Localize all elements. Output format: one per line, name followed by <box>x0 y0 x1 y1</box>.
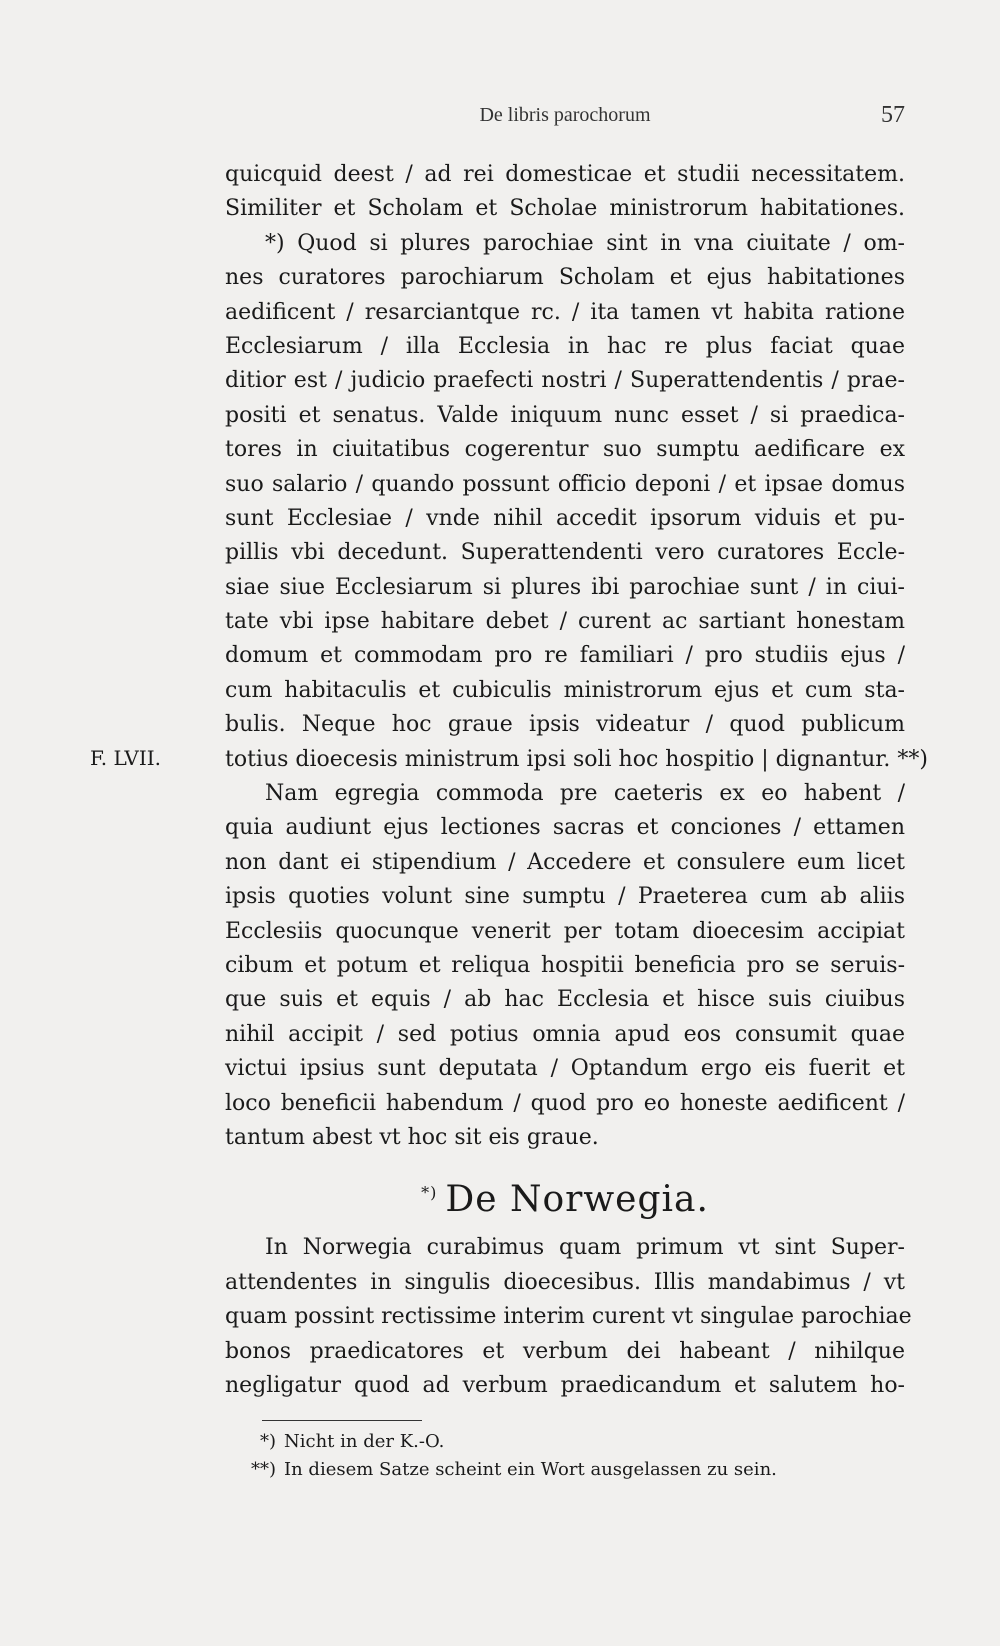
section-title: De Norwegia. <box>445 1179 709 1221</box>
text-line: bonos praedicatores et verbum dei habeant / nihilque <box>225 1338 905 1364</box>
page-header <box>225 104 905 134</box>
text-line: totius dioecesis ministrum ipsi soli hoc hospitio | dignantur. **) <box>225 746 928 772</box>
text-line: victui ipsius sunt deputata / Optandum ergo eis fuerit et <box>225 1056 905 1082</box>
text-line: ditior est / judicio praefecti nostri / Superattendentis / prae- <box>225 368 905 394</box>
text-line: tores in ciuitatibus cogerentur suo sumptu aedificare ex <box>225 437 905 463</box>
text-line: domum et commodam pro re familiari / pro studiis ejus / <box>225 643 905 669</box>
text-line: negligatur quod ad verbum praedicandum et salutem ho- <box>225 1372 905 1398</box>
text-line: Ecclesiarum / illa Ecclesia in hac re plus faciat quae <box>225 333 905 359</box>
text-line: pillis vbi decedunt. Superattendenti vero curatores Eccle- <box>225 540 905 566</box>
text-line: quicquid deest / ad rei domesticae et studii necessitatem. <box>225 162 905 187</box>
text-line: que suis et equis / ab hac Ecclesia et hisce suis ciuibus <box>225 987 905 1013</box>
footnote-mark: *) <box>259 1431 276 1452</box>
footnote <box>230 1456 850 1484</box>
text-line: attendentes in singulis dioecesibus. Illis mandabimus / vt <box>225 1269 905 1295</box>
footnote-text: Nicht in der K.-O. <box>284 1431 445 1452</box>
running-title: De libris parochorum <box>479 104 651 126</box>
text-line: bulis. Neque hoc graue ipsis videatur / quod publicum <box>225 712 905 738</box>
text-line: cibum et potum et reliqua hospitii beneficia pro se seruis- <box>225 952 905 978</box>
text-line: nihil accipit / sed potius omnia apud eos consumit quae <box>225 1021 905 1047</box>
footnotes <box>230 1428 850 1484</box>
text-line: sunt Ecclesiae / vnde nihil accedit ipsorum viduis et pu- <box>225 505 905 531</box>
text-line: Nam egregia commoda pre caeteris ex eo habent / <box>265 781 905 807</box>
text-line: ipsis quoties volunt sine sumptu / Praeterea cum ab aliis <box>225 884 905 910</box>
text-line: non dant ei stipendium / Accedere et consulere eum licet <box>225 849 905 875</box>
text-line: aedificent / resarciantque rc. / ita tamen vt habita ratione <box>225 299 905 325</box>
margin-note: F. LVII. <box>90 746 161 770</box>
section-heading <box>225 1155 905 1231</box>
footnote-mark: *) <box>421 1183 438 1203</box>
text-line: siae siue Ecclesiarum si plures ibi parochiae sunt / in ciui- <box>225 574 905 600</box>
text-line: Ecclesiis quocunque venerit per totam dioecesim accipiat <box>225 918 905 944</box>
text-line: loco beneficii habendum / quod pro eo honeste aedificent / <box>225 1090 905 1116</box>
text-line: quam possint rectissime interim curent vt singulae parochiae <box>225 1304 912 1330</box>
text-line: positi et senatus. Valde iniquum nunc esset / si praedica- <box>225 402 905 428</box>
text-line: In Norwegia curabimus quam primum vt sint Super- <box>265 1235 905 1261</box>
text-line: *) Quod si plures parochiae sint in vna ciuitate / om- <box>265 230 905 256</box>
text-line: tantum abest vt hoc sit eis graue. <box>225 1124 599 1150</box>
text-line: nes curatores parochiarum Scholam et ejus habitationes <box>225 265 905 291</box>
text-line: Similiter et Scholam et Scholae ministrorum habitationes. <box>225 196 905 222</box>
text-line: suo salario / quando possunt officio deponi / et ipsae domus <box>225 471 905 497</box>
text-line: cum habitaculis et cubiculis ministrorum ejus et cum sta- <box>225 677 905 703</box>
footnote-mark: **) <box>250 1459 276 1480</box>
footnote-text: In diesem Satze scheint ein Wort ausgelassen zu sein. <box>284 1459 777 1480</box>
text-line: tate vbi ipse habitare debet / curent ac sartiant honestam <box>225 609 905 635</box>
body-text <box>225 158 928 1403</box>
page-number: 57 <box>881 102 905 128</box>
text-line: quia audiunt ejus lectiones sacras et conciones / ettamen <box>225 815 905 841</box>
footnote-rule <box>262 1420 422 1421</box>
footnote <box>230 1428 850 1456</box>
